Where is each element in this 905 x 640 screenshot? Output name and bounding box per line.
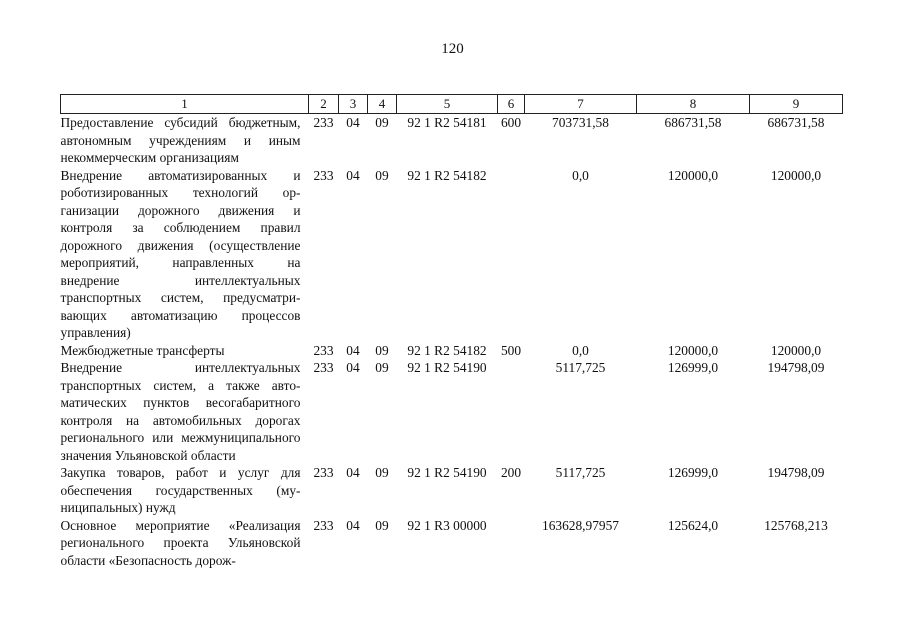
cell-ministry: 233 bbox=[313, 465, 334, 480]
cell-section: 04 bbox=[346, 465, 360, 480]
row-name: Внедрение автоматизированных и роботизированных технологий организации дорожного движения и контроля за соблюдением правил дорожного движения (осуществление мероприятий, направленных на внедрение интеллектуальных транспортных систем, предусматривающих автоматизацию процессов управления) bbox=[60, 167, 301, 340]
cell-subsection: 09 bbox=[375, 360, 389, 375]
cell-amount-7: 5117,725 bbox=[555, 465, 606, 480]
column-header: 3 bbox=[339, 95, 368, 114]
column-header: 1 bbox=[61, 95, 309, 114]
table-row bbox=[61, 359, 843, 464]
cell-amount-7: 163628,97957 bbox=[542, 517, 619, 533]
cell-expense-type bbox=[498, 167, 525, 342]
cell-ministry: 233 bbox=[313, 517, 334, 533]
cell-ministry: 233 bbox=[313, 360, 334, 375]
cell-subsection: 09 bbox=[375, 167, 389, 183]
column-header: 9 bbox=[750, 95, 843, 114]
cell-amount-9: 194798,09 bbox=[767, 360, 825, 375]
cell-amount-9: 194798,09 bbox=[767, 465, 825, 480]
column-header: 4 bbox=[368, 95, 397, 114]
cell-section: 04 bbox=[346, 115, 360, 130]
cell-ministry: 233 bbox=[313, 167, 334, 183]
table-header-row bbox=[61, 95, 843, 114]
cell-subsection: 09 bbox=[375, 517, 389, 533]
cell-amount-8: 126999,0 bbox=[667, 465, 719, 480]
page-number: 120 bbox=[441, 41, 464, 57]
table-row bbox=[61, 464, 843, 517]
row-name: Внедрение интеллектуальных транспортных систем, а также автоматических пунктов весогабаритного контроля на автомобильных дорогах регионального или межмуниципального значения Ульяновской области bbox=[60, 360, 301, 463]
cell-subsection: 09 bbox=[375, 465, 389, 480]
cell-target: 92 1 R2 54182 bbox=[407, 342, 487, 358]
cell-target: 92 1 R3 00000 bbox=[407, 517, 487, 533]
cell-target: 92 1 R2 54181 bbox=[407, 115, 487, 130]
cell-target: 92 1 R2 54190 bbox=[407, 360, 487, 375]
row-name: Предоставление субсидий бюджетным, автономным учреждениям и иным некоммерческим организациям bbox=[60, 115, 301, 165]
cell-amount-9: 686731,58 bbox=[767, 115, 825, 130]
cell-amount-9: 120000,0 bbox=[770, 167, 822, 183]
cell-amount-7: 5117,725 bbox=[555, 360, 606, 375]
cell-section: 04 bbox=[346, 360, 360, 375]
cell-amount-8: 686731,58 bbox=[664, 115, 722, 130]
budget-table bbox=[60, 94, 843, 569]
cell-expense-type bbox=[498, 517, 525, 570]
column-header: 6 bbox=[498, 95, 525, 114]
table-row bbox=[61, 342, 843, 360]
column-header: 5 bbox=[397, 95, 498, 114]
cell-target: 92 1 R2 54182 bbox=[407, 167, 487, 183]
cell-amount-9: 125768,213 bbox=[764, 517, 828, 533]
column-header: 8 bbox=[637, 95, 750, 114]
cell-amount-7: 703731,58 bbox=[552, 115, 609, 130]
cell-amount-7: 0,0 bbox=[572, 342, 589, 358]
cell-amount-8: 126999,0 bbox=[667, 360, 719, 375]
cell-section: 04 bbox=[346, 342, 360, 358]
cell-ministry: 233 bbox=[313, 115, 334, 130]
cell-expense-type: 500 bbox=[500, 342, 522, 358]
table-row bbox=[61, 114, 843, 167]
column-header: 2 bbox=[309, 95, 339, 114]
column-header: 7 bbox=[525, 95, 637, 114]
cell-expense-type: 200 bbox=[500, 465, 522, 480]
row-name: Закупка товаров, работ и услуг для обеспечения государственных (муниципальных) нужд bbox=[60, 465, 301, 515]
table-row bbox=[61, 167, 843, 342]
cell-ministry: 233 bbox=[313, 342, 334, 358]
table-row bbox=[61, 517, 843, 570]
row-name: Основное мероприятие «Реализация регионального проекта Ульяновской области «Безопасность дорож- bbox=[60, 517, 301, 568]
cell-subsection: 09 bbox=[375, 115, 389, 130]
cell-amount-8: 125624,0 bbox=[667, 517, 719, 533]
row-name: Межбюджетные трансферты bbox=[60, 342, 225, 358]
cell-target: 92 1 R2 54190 bbox=[407, 465, 487, 480]
cell-section: 04 bbox=[346, 167, 360, 183]
cell-section: 04 bbox=[346, 517, 360, 533]
cell-subsection: 09 bbox=[375, 342, 389, 358]
cell-amount-9: 120000,0 bbox=[770, 342, 822, 358]
cell-amount-8: 120000,0 bbox=[667, 167, 719, 183]
cell-expense-type bbox=[498, 359, 525, 464]
cell-amount-7: 0,0 bbox=[572, 167, 589, 183]
cell-amount-8: 120000,0 bbox=[667, 342, 719, 358]
cell-expense-type: 600 bbox=[500, 115, 522, 130]
